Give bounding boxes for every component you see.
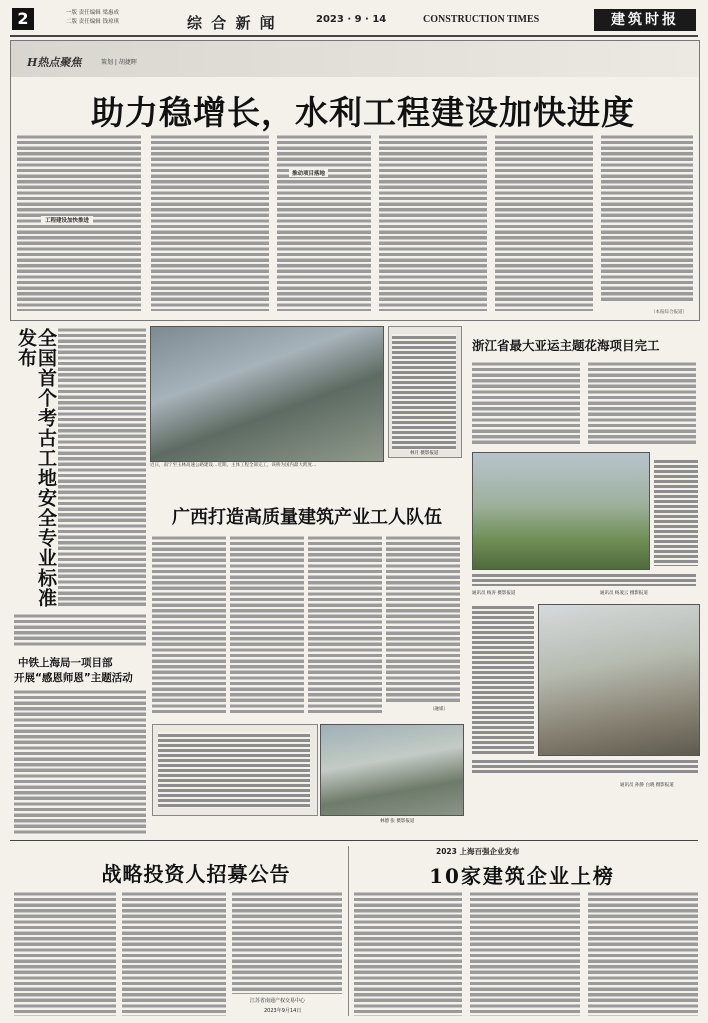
zhejiang-col bbox=[472, 360, 580, 444]
bridge-photo-credit: 林月 摄影报道 bbox=[410, 451, 439, 456]
bridge-photo-caption-text: 近日，南宁至玉林高速公路建设…近期，主体工程全部完工，该桥为国内最大跨度… bbox=[150, 463, 317, 468]
top10-col bbox=[470, 890, 580, 1016]
investment-col bbox=[232, 890, 342, 994]
masthead-rule bbox=[10, 35, 698, 37]
bottom-photo bbox=[320, 724, 464, 816]
guangxi-col bbox=[230, 534, 304, 714]
investment-headline: 战略投资人招募公告 bbox=[101, 862, 291, 886]
kicker-editor: 策划 | 胡捷晖 bbox=[101, 59, 137, 66]
masthead bbox=[0, 0, 708, 38]
paper-name-cn: 建筑时报 bbox=[611, 12, 679, 28]
top10-kicker: 2023 上海百强企业发布 bbox=[436, 847, 520, 856]
bottom-photo-caption-lines bbox=[158, 732, 310, 808]
guangxi-col bbox=[308, 534, 382, 714]
editor-line: 一版 责任编辑 梁惠成 bbox=[66, 10, 119, 16]
lead-headline: 助力稳增长，水利工程建设加快进度 bbox=[91, 93, 635, 132]
editor-credit bbox=[66, 9, 119, 27]
guangxi-headline: 广西打造高质量建筑产业工人队伍 bbox=[172, 507, 442, 528]
page-number-box bbox=[12, 8, 34, 30]
flower-photo-caption-lines bbox=[472, 572, 696, 586]
investment-signoff-1: 江苏省南通产权交易中心 bbox=[250, 998, 306, 1004]
flower-photo-side-lines bbox=[654, 458, 698, 566]
guangxi-credit: （融媒） bbox=[430, 707, 448, 712]
lead-col bbox=[495, 133, 593, 311]
bridge-photo-side-lines bbox=[392, 334, 456, 450]
right-story2-text bbox=[472, 604, 534, 754]
workers-photo-credit: 通讯员 孙静 白晓 摄影报道 bbox=[620, 783, 674, 788]
top10-headline: 10家建筑企业上榜 bbox=[429, 864, 615, 888]
issue-date: 2023 · 9 · 14 bbox=[316, 14, 387, 25]
page-number: 2 bbox=[17, 9, 29, 28]
paper-logo bbox=[594, 9, 696, 31]
guangxi-col bbox=[152, 534, 226, 714]
story-left-text bbox=[14, 612, 146, 647]
workers-photo bbox=[538, 604, 700, 756]
story-shanghai-headline-line2: 开展“感恩师恩”主题活动 bbox=[14, 672, 133, 684]
story-shanghai-text bbox=[14, 688, 146, 834]
column-divider bbox=[348, 846, 349, 1016]
lead-byline: （本报综合报道） bbox=[651, 310, 687, 315]
lead-col bbox=[379, 133, 487, 311]
story-left-headline: 全国首个考古工地安全专业标准发布 bbox=[15, 328, 57, 608]
investment-col bbox=[122, 890, 226, 1016]
top10-col bbox=[354, 890, 462, 1016]
lead-subhead: 推动项目落地 bbox=[289, 169, 328, 177]
bridge-photo bbox=[150, 326, 384, 462]
bridge-photo-caption bbox=[150, 462, 460, 482]
zhejiang-col bbox=[588, 360, 696, 444]
workers-photo-caption bbox=[472, 758, 698, 774]
zhejiang-headline: 浙江省最大亚运主题花海项目完工 bbox=[472, 338, 660, 353]
bottom-photo-credit: 林德 张 摄影报道 bbox=[380, 819, 415, 824]
paper-name-en: CONSTRUCTION TIMES bbox=[423, 14, 540, 25]
lead-story bbox=[10, 40, 700, 321]
top10-col bbox=[588, 890, 698, 1016]
section-name: 综 合 新 闻 bbox=[187, 14, 277, 32]
flower-sea-photo bbox=[472, 452, 650, 570]
guangxi-col bbox=[386, 534, 460, 704]
editor-line: 二版 责任编辑 钱琼琪 bbox=[66, 19, 119, 25]
right-photo-credit-top: 通讯员 杨涛 摄影报道 bbox=[472, 591, 516, 596]
lead-col bbox=[151, 133, 269, 311]
story-left-text bbox=[58, 326, 146, 606]
kicker-label: H热点聚焦 bbox=[27, 56, 82, 69]
lead-col bbox=[601, 133, 693, 303]
story-shanghai-headline-line1: 中铁上海局一项目部 bbox=[18, 657, 113, 669]
zhejiang-credit: 通讯员 杨凌云 摄影报道 bbox=[600, 591, 648, 596]
bottom-section-rule bbox=[10, 840, 698, 841]
investment-signoff-2: 2023年9月14日 bbox=[264, 1008, 302, 1014]
lead-subhead: 工程建设加快推进 bbox=[41, 216, 93, 224]
lead-col bbox=[277, 133, 371, 311]
investment-col bbox=[14, 890, 116, 1016]
